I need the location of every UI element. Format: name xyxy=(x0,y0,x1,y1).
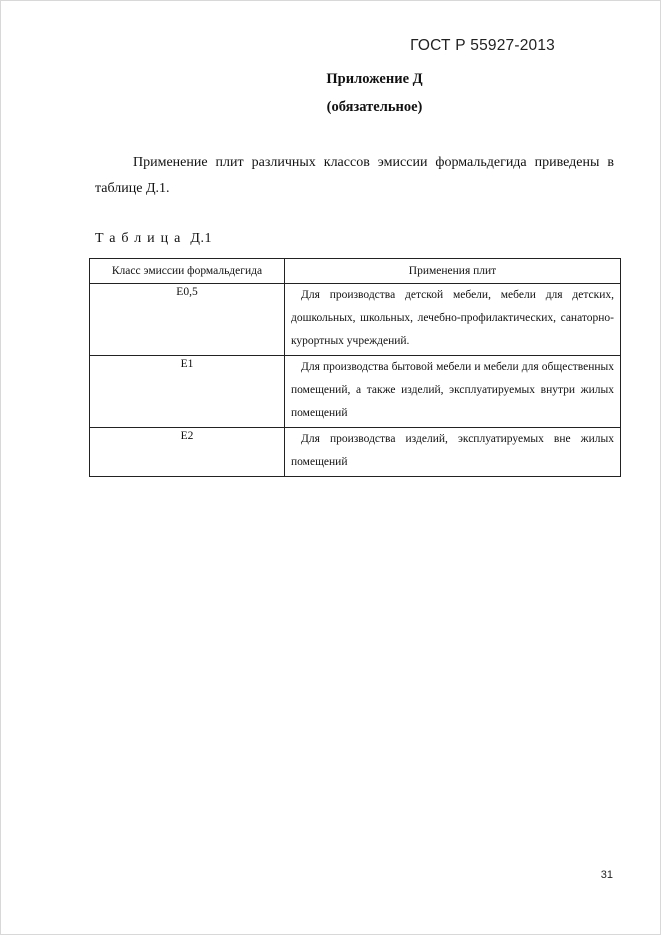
appendix-title: Приложение Д xyxy=(326,71,423,87)
table-header-row xyxy=(90,259,621,284)
emission-class-cell: Е2 xyxy=(90,428,285,477)
application-cell: Для производства бытовой мебели и мебели для общественных помещений, а также изделий, эксплуатируемых внутри жилых помещений xyxy=(285,356,621,428)
appendix-subtitle: (обязательное) xyxy=(326,99,423,115)
table-row xyxy=(90,428,621,477)
page-number: 31 xyxy=(600,869,613,881)
table-caption xyxy=(95,231,212,247)
intro-paragraph: Применение плит различных классов эмиссии формальдегида приведены в таблице Д.1. xyxy=(95,155,614,196)
emission-class-cell: Е0,5 xyxy=(90,284,285,356)
emission-class-cell: Е1 xyxy=(90,356,285,428)
table-caption-number: Д.1 xyxy=(190,231,212,246)
column-header-application: Применения плит xyxy=(285,259,621,284)
emission-class-table xyxy=(89,258,621,477)
application-cell: Для производства изделий, эксплуатируемых вне жилых помещений xyxy=(285,428,621,477)
table-row xyxy=(90,284,621,356)
table-caption-word: Таблица xyxy=(95,231,187,246)
table-row xyxy=(90,356,621,428)
standard-header: ГОСТ Р 55927-2013 xyxy=(410,37,555,54)
column-header-class: Класс эмиссии формальдегида xyxy=(90,259,285,284)
application-cell: Для производства детской мебели, мебели для детских, дошкольных, школьных, лечебно-профилактических, санаторно-курортных учреждений. xyxy=(285,284,621,356)
